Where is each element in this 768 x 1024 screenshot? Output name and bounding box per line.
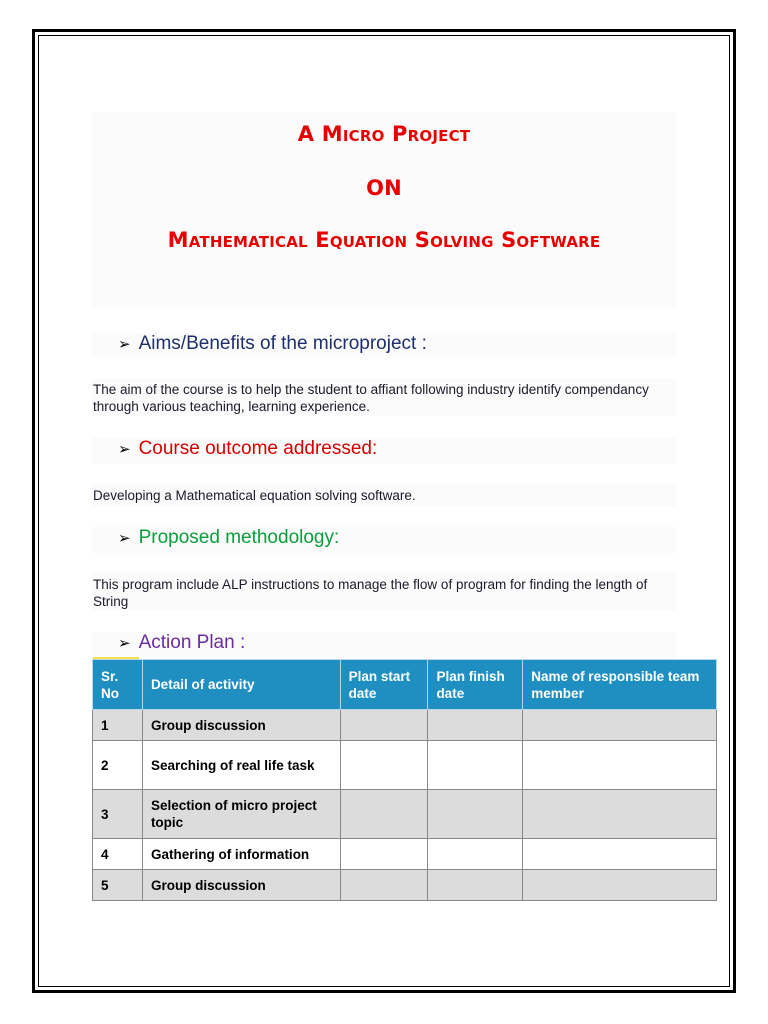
table-row (93, 710, 717, 741)
title-line-3: Mathematical Equation Solving Software (167, 228, 601, 252)
method-heading (118, 527, 339, 549)
method-heading-text: Proposed methodology: (138, 527, 340, 548)
column-header: Name of responsible team member (523, 660, 717, 710)
table-cell: Gathering of information (142, 839, 340, 870)
course-text: Developing a Mathematical equation solving software. (93, 488, 416, 503)
table-cell (523, 839, 717, 870)
title-line-2: ON (366, 176, 402, 200)
table-cell (428, 710, 523, 741)
course-heading (118, 438, 377, 460)
arrow-bullet-icon: ➢ (118, 441, 131, 458)
table-cell: 3 (93, 790, 143, 839)
table-cell (340, 710, 428, 741)
action-heading-text: Action Plan : (138, 632, 246, 653)
table-header-row (93, 660, 717, 710)
table-row (93, 741, 717, 790)
action-heading (118, 632, 245, 654)
aims-heading-text: Aims/Benefits of the microproject : (138, 333, 427, 354)
table-cell: 1 (93, 710, 143, 741)
table-cell (340, 870, 428, 901)
table-cell (340, 839, 428, 870)
table-cell: Group discussion (142, 710, 340, 741)
table-cell: 2 (93, 741, 143, 790)
action-plan-table (92, 659, 717, 901)
arrow-bullet-icon: ➢ (118, 530, 131, 547)
title-block (92, 112, 676, 307)
table-cell (340, 790, 428, 839)
title-line-1: A Micro Project (297, 122, 471, 146)
table-cell: 4 (93, 839, 143, 870)
table-cell (428, 870, 523, 901)
table-cell (523, 790, 717, 839)
column-header: Plan finish date (428, 660, 523, 710)
method-text: This program include ALP instructions to manage the flow of program for finding the length of String (93, 577, 648, 609)
table-cell: Searching of real life task (142, 741, 340, 790)
table-cell (428, 839, 523, 870)
table-row (93, 839, 717, 870)
table-cell (523, 710, 717, 741)
table-cell: Group discussion (142, 870, 340, 901)
arrow-bullet-icon: ➢ (118, 635, 131, 652)
column-header: Sr. No (93, 660, 143, 710)
table-cell: Selection of micro project topic (142, 790, 340, 839)
arrow-bullet-icon: ➢ (118, 336, 131, 353)
column-header: Detail of activity (142, 660, 340, 710)
aims-text: The aim of the course is to help the student to affiant following industry identify compendancy through various teaching, learning experience. (93, 382, 649, 414)
aims-heading (118, 333, 427, 355)
table-row (93, 790, 717, 839)
column-header: Plan start date (340, 660, 428, 710)
table-cell: 5 (93, 870, 143, 901)
table-cell (523, 741, 717, 790)
table-cell (428, 741, 523, 790)
course-heading-text: Course outcome addressed: (138, 438, 378, 459)
table-cell (523, 870, 717, 901)
table-cell (428, 790, 523, 839)
table-cell (340, 741, 428, 790)
table-row (93, 870, 717, 901)
